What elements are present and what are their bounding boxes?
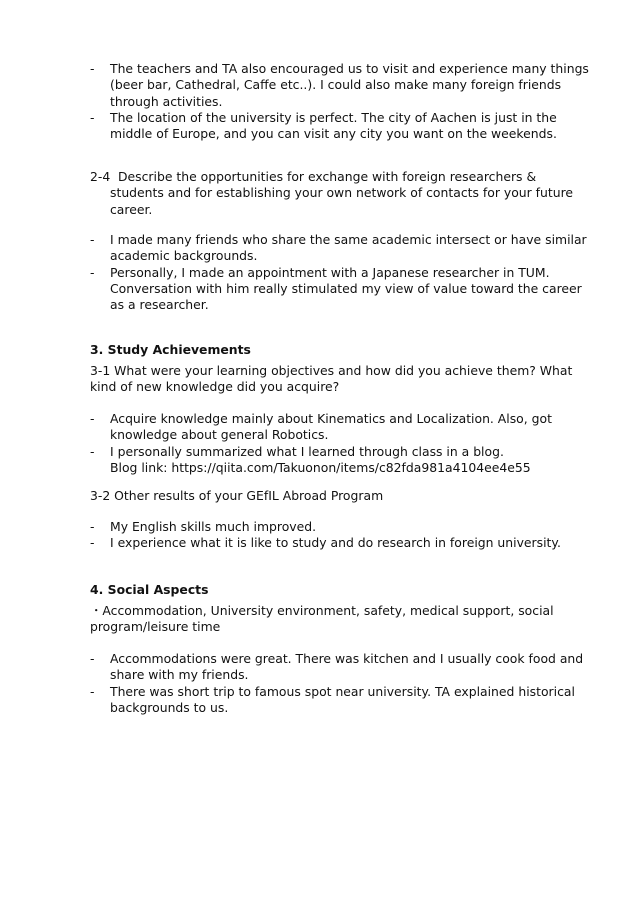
text-line: The location of the university is perfect. The city of Aachen is just in the	[110, 109, 557, 125]
bullet-dash: -	[90, 519, 95, 534]
answer-4-list	[90, 651, 584, 716]
text-line: There was short trip to famous spot near university. TA explained historical	[110, 683, 575, 699]
question-3-1	[90, 363, 573, 396]
text-line: backgrounds to us.	[110, 699, 229, 715]
bullet-dash: -	[90, 443, 95, 459]
bullet-dash: -	[90, 411, 95, 426]
question-3-2	[90, 488, 560, 504]
list-item	[90, 264, 582, 314]
text-line: My English skills much improved.	[110, 519, 317, 534]
question-text: Describe the opportunities for exchange with foreign researchers &	[118, 169, 537, 184]
bullet-dash: -	[90, 535, 95, 551]
list-item	[90, 61, 589, 110]
text-line: knowledge about general Robotics.	[110, 427, 329, 443]
section-3-heading: 3. Study Achievements	[90, 342, 251, 357]
question-text: 3-1 What were your learning objectives and how did you achieve them? What	[90, 363, 573, 378]
bullet-dash: -	[90, 61, 95, 76]
answer-3-1-list	[90, 411, 560, 476]
list-item	[90, 519, 560, 535]
bullet-dash: -	[90, 683, 95, 699]
text-line: Personally, I made an appointment with a Japanese researcher in TUM.	[110, 264, 550, 280]
bullet-dash: -	[90, 109, 95, 125]
text-line: through activities.	[110, 93, 223, 109]
list-item	[90, 535, 560, 551]
text-line: The teachers and TA also encouraged us to visit and experience many things	[110, 61, 589, 76]
text-line: (beer bar, Cathedral, Caffe etc..). I could also make many foreign friends	[110, 77, 562, 93]
text-line: Acquire knowledge mainly about Kinematics and Localization. Also, got	[110, 411, 552, 426]
blog-link: Blog link: https://qiita.com/Takuonon/items/c82fda981a4104ee4e55	[110, 459, 531, 475]
list-item	[90, 110, 560, 143]
question-text: 3-2 Other results of your GEfIL Abroad Program	[90, 488, 384, 503]
text-line: middle of Europe, and you can visit any city you want on the weekends.	[110, 126, 557, 142]
text-line: share with my friends.	[110, 667, 249, 683]
text-line: I made many friends who share the same academic intersect or have similar	[110, 232, 587, 247]
question-text: students and for establishing your own network of contacts for your future	[110, 185, 574, 201]
section-4-heading: 4. Social Aspects	[90, 582, 209, 597]
list-item	[90, 232, 587, 265]
text-line: Accommodations were great. There was kitchen and I usually cook food and	[110, 651, 584, 666]
text-line: I personally summarized what I learned through class in a blog.	[110, 443, 504, 459]
social-aspects-topics	[90, 603, 560, 636]
bullet-dash: -	[90, 264, 95, 280]
list-item	[90, 444, 560, 477]
question-text: career.	[110, 201, 153, 217]
question-text: kind of new knowledge did you acquire?	[90, 379, 340, 395]
text-line: as a researcher.	[110, 297, 209, 313]
bullet-dash: -	[90, 232, 95, 247]
list-item	[90, 411, 560, 444]
list-item	[90, 651, 584, 684]
topic-line: program/leisure time	[90, 619, 221, 635]
intro-bullet-list	[90, 61, 589, 142]
question-number: 2-4	[90, 169, 111, 184]
text-line: Conversation with him really stimulated my view of value toward the career	[110, 280, 582, 296]
text-line: I experience what it is like to study and do research in foreign university.	[110, 535, 561, 551]
bullet-dash: -	[90, 651, 95, 666]
list-item	[90, 683, 575, 717]
answer-2-4-list	[90, 232, 587, 313]
answer-3-2-list	[90, 519, 560, 552]
topic-line: ・Accommodation, University environment, safety, medical support, social	[90, 603, 554, 618]
question-2-4	[90, 169, 574, 218]
text-line: academic backgrounds.	[110, 248, 258, 264]
